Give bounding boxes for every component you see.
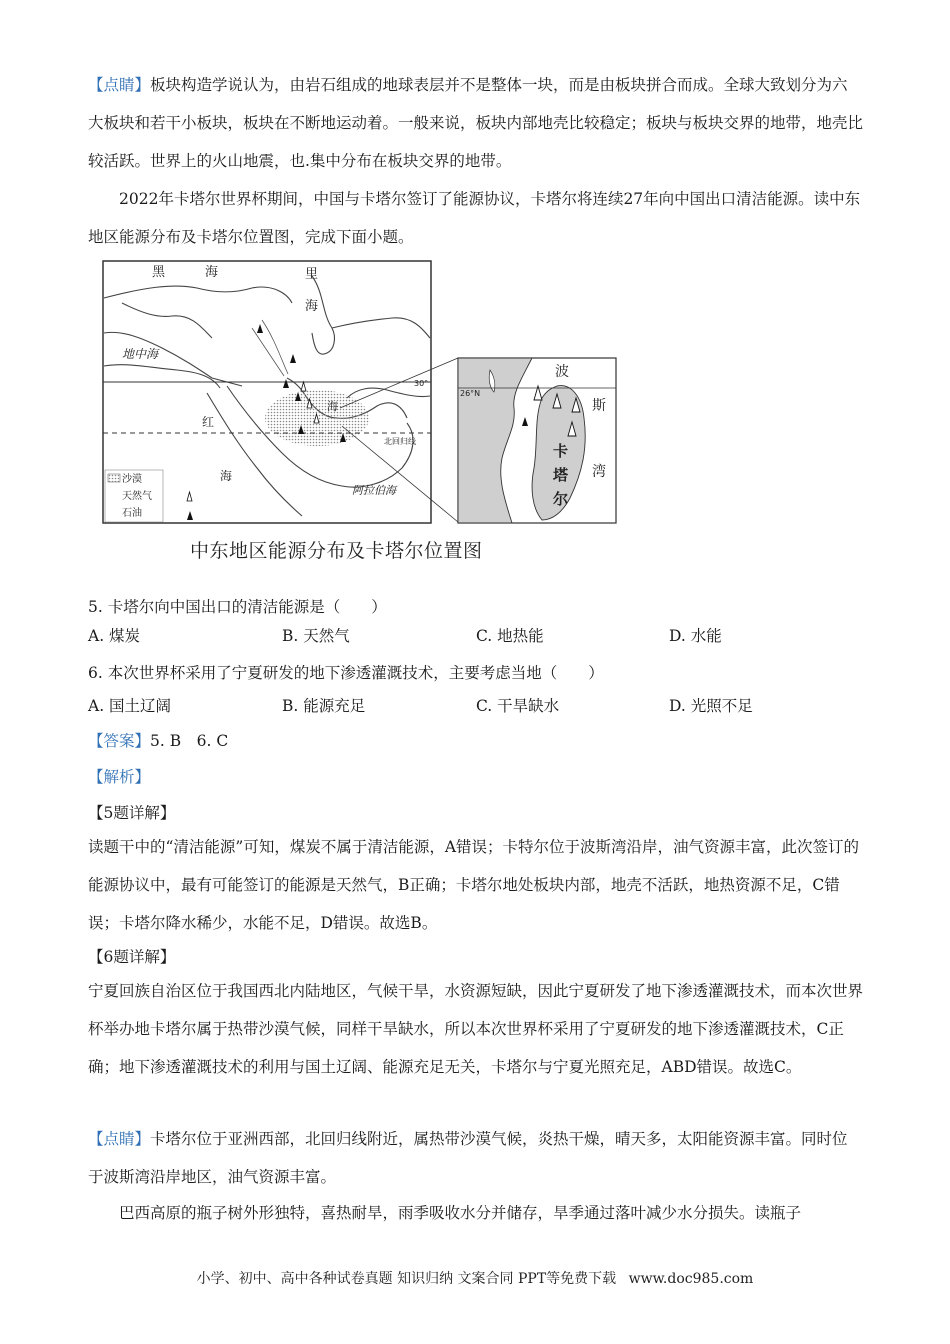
intro-paragraph: 2022年卡塔尔世界杯期间，中国与卡塔尔签订了能源协议，卡塔尔将连续27年向中国出口清洁能源。读中东地区能源分布及卡塔尔位置图，完成下面小题。 xyxy=(88,190,861,246)
label-red-2: 海 xyxy=(220,469,233,483)
footer-text: 小学、初中、高中各种试卷真题 知识归纳 文案合同 PPT等免费下载 xyxy=(196,1271,617,1287)
label-arabian-sea: 阿拉伯海 xyxy=(352,484,396,497)
label-qatar-3: 尔 xyxy=(553,490,569,508)
footer-site-link[interactable]: www.doc985.com xyxy=(628,1271,754,1287)
label-caspian-1: 里 xyxy=(305,267,319,282)
answer-text: 5. B 6. C xyxy=(150,732,229,750)
answer-tag: 【答案】 xyxy=(88,732,151,750)
page-footer xyxy=(0,1268,950,1288)
prev-tip-paragraph xyxy=(88,66,863,180)
label-wan: 湾 xyxy=(592,464,606,480)
q6-option-d: D. 光照不足 xyxy=(669,697,753,715)
label-mediterranean: 地中海 xyxy=(122,347,159,361)
label-si: 斯 xyxy=(592,398,606,414)
tip-text: 卡塔尔位于亚洲西部，北回归线附近，属热带沙漠气候，炎热干燥，晴天多，太阳能资源丰富。同时位于波斯湾沿岸地区，油气资源丰富。 xyxy=(88,1130,848,1186)
label-tropic: 北回归线 xyxy=(384,437,416,446)
q5-stem: 5. 卡塔尔向中国出口的清洁能源是（ ） xyxy=(88,598,387,616)
label-red-1: 红 xyxy=(202,415,215,429)
q5-option-d: D. 水能 xyxy=(669,627,722,645)
prev-tip-tag: 【点睛】 xyxy=(88,76,151,94)
label-black-sea-2: 海 xyxy=(205,265,219,280)
q6-option-b: B. 能源充足 xyxy=(282,697,366,715)
q6-option-c: C. 干旱缺水 xyxy=(476,697,560,715)
q5-option-c: C. 地热能 xyxy=(476,627,544,645)
prev-tip-text: 板块构造学说认为，由岩石组成的地球表层并不是整体一块，而是由板块拼合而成。全球大致划分为六大板块和若干小板块，板块在不断地运动着。一般来说，板块内部地壳比较稳定；板块与板块交界的地带，地壳比较活跃。世界上的火山地震，也.集中分布在板块交界的地带。 xyxy=(88,76,864,170)
label-caspian-2: 海 xyxy=(305,299,319,314)
tip-tag: 【点睛】 xyxy=(88,1130,151,1148)
answer-line xyxy=(88,722,863,760)
legend-desert: 沙漠 xyxy=(122,474,142,485)
legend-desert-swatch xyxy=(108,474,120,482)
map-caption: 中东地区能源分布及卡塔尔位置图 xyxy=(190,540,483,562)
d6-text: 宁夏回族自治区位于我国西北内陆地区，气候干旱，水资源短缺，因此宁夏研发了地下渗透灌溉技术，而本次世界杯举办地卡塔尔属于热带沙漠气候，同样干旱缺水，所以本次世界杯采用了宁夏研发的地下渗透灌溉技术，C正确；地下渗透灌溉技术的利用与国土辽阔、能源充足无关，卡塔尔与宁夏光照充足，ABD错误。故选C。 xyxy=(88,982,864,1076)
label-bo: 波 xyxy=(555,364,569,380)
tip-paragraph xyxy=(88,1120,863,1196)
label-qatar-2: 塔 xyxy=(553,466,569,484)
q6-stem: 6. 本次世界杯采用了宁夏研发的地下渗透灌溉技术，主要考虑当地（ ） xyxy=(88,664,604,682)
label-lat-30: 30° xyxy=(414,379,429,388)
q5-option-b: B. 天然气 xyxy=(282,627,350,645)
q6-option-a: A. 国土辽阔 xyxy=(88,697,172,715)
d6-tag: 【6题详解】 xyxy=(88,948,176,966)
d5-text: 读题干中的“清洁能源”可知，煤炭不属于清洁能源，A错误；卡特尔位于波斯湾沿岸，油气资源丰富，此次签订的能源协议中，最有可能签订的能源是天然气，B正确；卡塔尔地处板块内部，地壳不活跃，地热资源不足，C错误；卡塔尔降水稀少，水能不足，D错误。故选B。 xyxy=(88,838,860,932)
legend-oil: 石油 xyxy=(122,508,142,519)
label-lat-26: 26°N xyxy=(460,389,481,398)
next-intro: 巴西高原的瓶子树外形独特，喜热耐旱，雨季吸收水分并储存，旱季通过落叶减少水分损失。读瓶子 xyxy=(119,1204,802,1222)
analysis-tag: 【解析】 xyxy=(88,768,151,786)
label-black-sea-1: 黑 xyxy=(152,265,166,280)
label-qatar-1: 卡 xyxy=(553,442,569,460)
d5-tag: 【5题详解】 xyxy=(88,804,176,822)
label-persian-small: 海 xyxy=(327,400,338,413)
middle-east-map xyxy=(102,258,618,528)
q5-option-a: A. 煤炭 xyxy=(88,627,141,645)
legend-gas: 天然气 xyxy=(122,491,152,502)
